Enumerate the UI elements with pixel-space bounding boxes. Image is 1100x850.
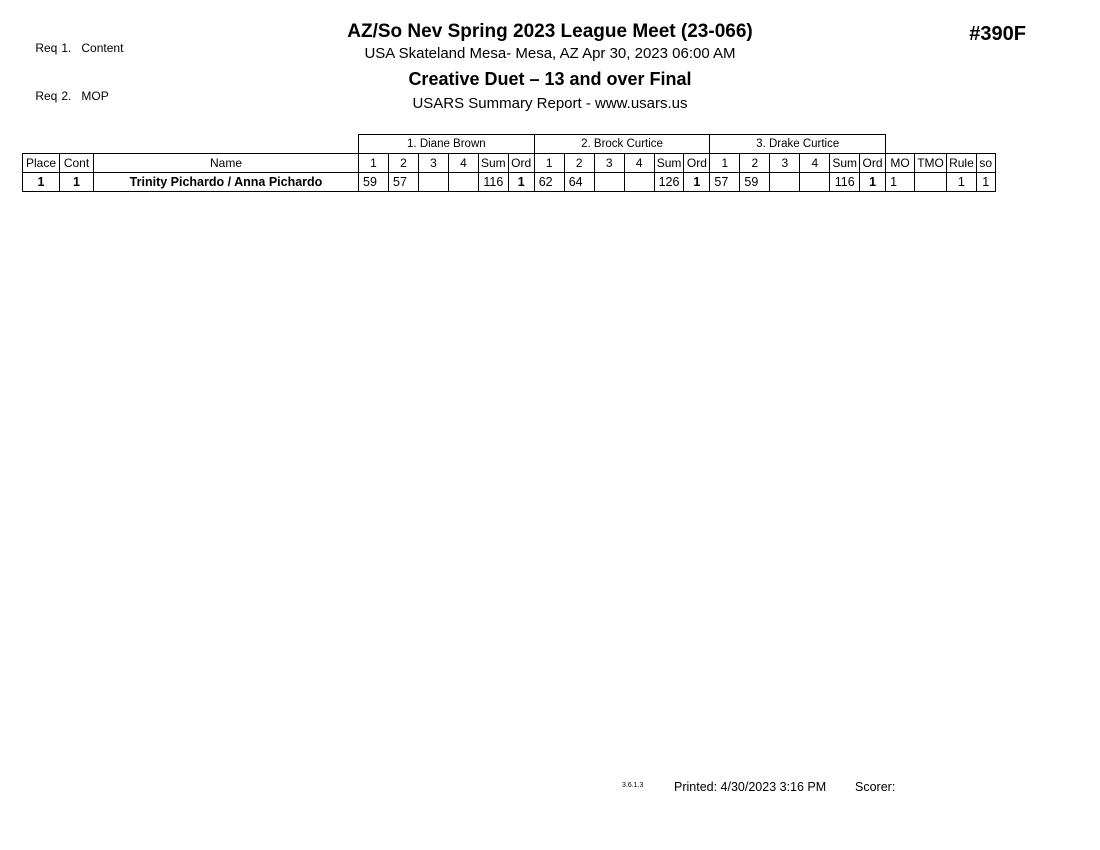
cell-name: Trinity Pichardo / Anna Pichardo xyxy=(94,173,359,192)
header-j2-score-3: 3 xyxy=(594,154,624,173)
header-j3-score-1: 1 xyxy=(710,154,740,173)
header-cont: Cont xyxy=(60,154,94,173)
table-row xyxy=(23,173,996,192)
event-number: #390F xyxy=(969,23,1026,45)
spacer-cell xyxy=(94,135,359,154)
cell-j2-score-3 xyxy=(594,173,624,192)
header-j1-sum: Sum xyxy=(479,154,509,173)
header-rule: Rule xyxy=(947,154,977,173)
spacer-cell xyxy=(915,135,947,154)
header-j3-sum: Sum xyxy=(830,154,860,173)
version-text: 3.6.1.3 xyxy=(622,782,644,789)
cell-j3-score-3 xyxy=(770,173,800,192)
cell-j1-score-1: 59 xyxy=(359,173,389,192)
spacer-cell xyxy=(947,135,977,154)
judge-2-header: 2. Brock Curtice xyxy=(534,135,710,154)
report-header xyxy=(0,20,1100,115)
column-header-row xyxy=(23,154,996,173)
cell-j1-score-3 xyxy=(419,173,449,192)
header-j1-score-2: 2 xyxy=(389,154,419,173)
cell-j2-score-4 xyxy=(624,173,654,192)
requirement-text: MOP xyxy=(81,89,109,103)
cell-j3-score-2: 59 xyxy=(740,173,770,192)
results-table xyxy=(22,134,996,192)
requirement-number: 2. xyxy=(61,89,72,103)
cell-cont: 1 xyxy=(60,173,94,192)
meet-title: AZ/So Nev Spring 2023 League Meet (23-066) xyxy=(347,21,753,42)
results-table-wrapper xyxy=(22,134,996,192)
scorer-label: Scorer: xyxy=(855,780,896,794)
header-j2-score-2: 2 xyxy=(564,154,594,173)
summary-report-line: USARS Summary Report - www.usars.us xyxy=(412,95,688,112)
header-mo: MO xyxy=(886,154,915,173)
header-j2-sum: Sum xyxy=(654,154,684,173)
cell-j3-sum: 116 xyxy=(830,173,860,192)
printed-timestamp: Printed: 4/30/2023 3:16 PM xyxy=(674,780,827,794)
cell-j1-score-4 xyxy=(449,173,479,192)
cell-j1-score-2: 57 xyxy=(389,173,419,192)
cell-j3-score-1: 57 xyxy=(710,173,740,192)
spacer-cell xyxy=(23,135,60,154)
spacer-cell xyxy=(60,135,94,154)
cell-j2-sum: 126 xyxy=(654,173,684,192)
header-j1-score-3: 3 xyxy=(419,154,449,173)
cell-j1-ord: 1 xyxy=(508,173,534,192)
cell-j2-score-2: 64 xyxy=(564,173,594,192)
header-j1-ord: Ord xyxy=(508,154,534,173)
cell-place: 1 xyxy=(23,173,60,192)
header-j3-score-4: 4 xyxy=(800,154,830,173)
judge-3-header: 3. Drake Curtice xyxy=(710,135,886,154)
header-so: so xyxy=(976,154,995,173)
cell-j3-score-4 xyxy=(800,173,830,192)
header-tmo: TMO xyxy=(915,154,947,173)
judge-1-header: 1. Diane Brown xyxy=(359,135,535,154)
cell-j2-score-1: 62 xyxy=(534,173,564,192)
cell-j2-ord: 1 xyxy=(684,173,710,192)
cell-j1-sum: 116 xyxy=(479,173,509,192)
cell-rule: 1 xyxy=(947,173,977,192)
spacer-cell xyxy=(976,135,995,154)
header-j1-score-4: 4 xyxy=(449,154,479,173)
judge-banner-row xyxy=(23,135,996,154)
header-j2-ord: Ord xyxy=(684,154,710,173)
header-j2-score-4: 4 xyxy=(624,154,654,173)
header-name: Name xyxy=(94,154,359,173)
requirement-label: Req xyxy=(35,41,58,55)
spacer-cell xyxy=(886,135,915,154)
header-j3-score-3: 3 xyxy=(770,154,800,173)
header-j2-score-1: 1 xyxy=(534,154,564,173)
cell-j3-ord: 1 xyxy=(860,173,886,192)
cell-mo: 1 xyxy=(886,173,915,192)
requirement-number: 1. xyxy=(61,41,72,55)
event-title: Creative Duet – 13 and over Final xyxy=(408,69,692,89)
header-j1-score-1: 1 xyxy=(359,154,389,173)
requirement-label: Req xyxy=(35,89,58,103)
cell-so: 1 xyxy=(976,173,995,192)
header-place: Place xyxy=(23,154,60,173)
venue-date-line: USA Skateland Mesa- Mesa, AZ Apr 30, 2023 06:00 AM xyxy=(364,45,736,62)
cell-tmo xyxy=(915,173,947,192)
header-j3-score-2: 2 xyxy=(740,154,770,173)
header-j3-ord: Ord xyxy=(860,154,886,173)
requirement-text: Content xyxy=(81,41,124,55)
